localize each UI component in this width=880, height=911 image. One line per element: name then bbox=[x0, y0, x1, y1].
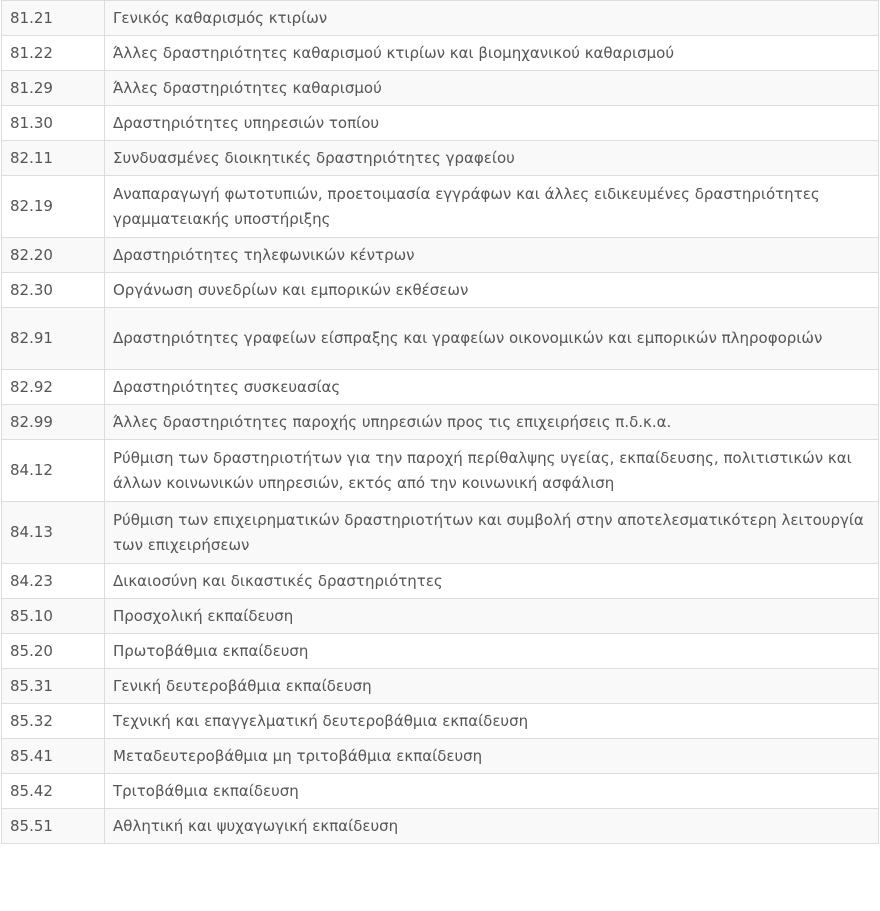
table-row bbox=[2, 1, 879, 36]
activity-code: 85.31 bbox=[2, 669, 105, 704]
activity-code: 82.91 bbox=[2, 308, 105, 370]
activity-description: Πρωτοβάθμια εκπαίδευση bbox=[105, 634, 879, 669]
activity-description: Δραστηριότητες συσκευασίας bbox=[105, 370, 879, 405]
activity-description: Γενικός καθαρισμός κτιρίων bbox=[105, 1, 879, 36]
activity-code: 81.21 bbox=[2, 1, 105, 36]
activity-codes-table bbox=[1, 0, 879, 844]
activity-description: Γενική δευτεροβάθμια εκπαίδευση bbox=[105, 669, 879, 704]
table-row bbox=[2, 106, 879, 141]
table-row bbox=[2, 36, 879, 71]
activity-description: Δικαιοσύνη και δικαστικές δραστηριότητες bbox=[105, 564, 879, 599]
activity-code: 82.19 bbox=[2, 176, 105, 238]
table-row bbox=[2, 238, 879, 273]
table-row bbox=[2, 440, 879, 502]
activity-description: Αναπαραγωγή φωτοτυπιών, προετοιμασία εγγράφων και άλλες ειδικευμένες δραστηριότητες γραμματειακής υποστήριξης bbox=[105, 176, 879, 238]
table-row bbox=[2, 141, 879, 176]
table-row bbox=[2, 502, 879, 564]
table-row bbox=[2, 370, 879, 405]
table-row bbox=[2, 405, 879, 440]
activity-code: 84.23 bbox=[2, 564, 105, 599]
table-row bbox=[2, 774, 879, 809]
table-row bbox=[2, 704, 879, 739]
table-row bbox=[2, 599, 879, 634]
activity-description: Τεχνική και επαγγελματική δευτεροβάθμια εκπαίδευση bbox=[105, 704, 879, 739]
activity-description: Άλλες δραστηριότητες παροχής υπηρεσιών προς τις επιχειρήσεις π.δ.κ.α. bbox=[105, 405, 879, 440]
activity-code: 82.92 bbox=[2, 370, 105, 405]
table-row bbox=[2, 308, 879, 370]
activity-code: 85.20 bbox=[2, 634, 105, 669]
activity-code: 85.41 bbox=[2, 739, 105, 774]
activity-code: 85.10 bbox=[2, 599, 105, 634]
activity-code: 81.29 bbox=[2, 71, 105, 106]
activity-code: 82.20 bbox=[2, 238, 105, 273]
activity-code: 85.51 bbox=[2, 809, 105, 844]
activity-code: 82.99 bbox=[2, 405, 105, 440]
activity-code: 84.12 bbox=[2, 440, 105, 502]
activity-code: 81.30 bbox=[2, 106, 105, 141]
table-row bbox=[2, 273, 879, 308]
activity-description: Δραστηριότητες γραφείων είσπραξης και γραφείων οικονομικών και εμπορικών πληροφοριών bbox=[105, 308, 879, 370]
activity-description: Ρύθμιση των δραστηριοτήτων για την παροχή περίθαλψης υγείας, εκπαίδευσης, πολιτιστικών και άλλων κοινωνικών υπηρεσιών, εκτός από την κοινωνική ασφάλιση bbox=[105, 440, 879, 502]
activity-code: 85.42 bbox=[2, 774, 105, 809]
activity-description: Αθλητική και ψυχαγωγική εκπαίδευση bbox=[105, 809, 879, 844]
activity-description: Ρύθμιση των επιχειρηματικών δραστηριοτήτων και συμβολή στην αποτελεσματικότερη λειτουργία των επιχειρήσεων bbox=[105, 502, 879, 564]
activity-code: 82.30 bbox=[2, 273, 105, 308]
activity-description: Τριτοβάθμια εκπαίδευση bbox=[105, 774, 879, 809]
table-row bbox=[2, 634, 879, 669]
activity-description: Άλλες δραστηριότητες καθαρισμού bbox=[105, 71, 879, 106]
table-row bbox=[2, 669, 879, 704]
activity-description: Δραστηριότητες τηλεφωνικών κέντρων bbox=[105, 238, 879, 273]
activity-description: Άλλες δραστηριότητες καθαρισμού κτιρίων και βιομηχανικού καθαρισμού bbox=[105, 36, 879, 71]
table-row bbox=[2, 809, 879, 844]
activity-code: 85.32 bbox=[2, 704, 105, 739]
activity-description: Μεταδευτεροβάθμια μη τριτοβάθμια εκπαίδευση bbox=[105, 739, 879, 774]
activity-description: Οργάνωση συνεδρίων και εμπορικών εκθέσεων bbox=[105, 273, 879, 308]
activity-code: 84.13 bbox=[2, 502, 105, 564]
table-row bbox=[2, 564, 879, 599]
table-row bbox=[2, 739, 879, 774]
activity-code: 81.22 bbox=[2, 36, 105, 71]
activity-description: Συνδυασμένες διοικητικές δραστηριότητες γραφείου bbox=[105, 141, 879, 176]
activity-code: 82.11 bbox=[2, 141, 105, 176]
activity-description: Δραστηριότητες υπηρεσιών τοπίου bbox=[105, 106, 879, 141]
table-row bbox=[2, 176, 879, 238]
activity-description: Προσχολική εκπαίδευση bbox=[105, 599, 879, 634]
table-row bbox=[2, 71, 879, 106]
